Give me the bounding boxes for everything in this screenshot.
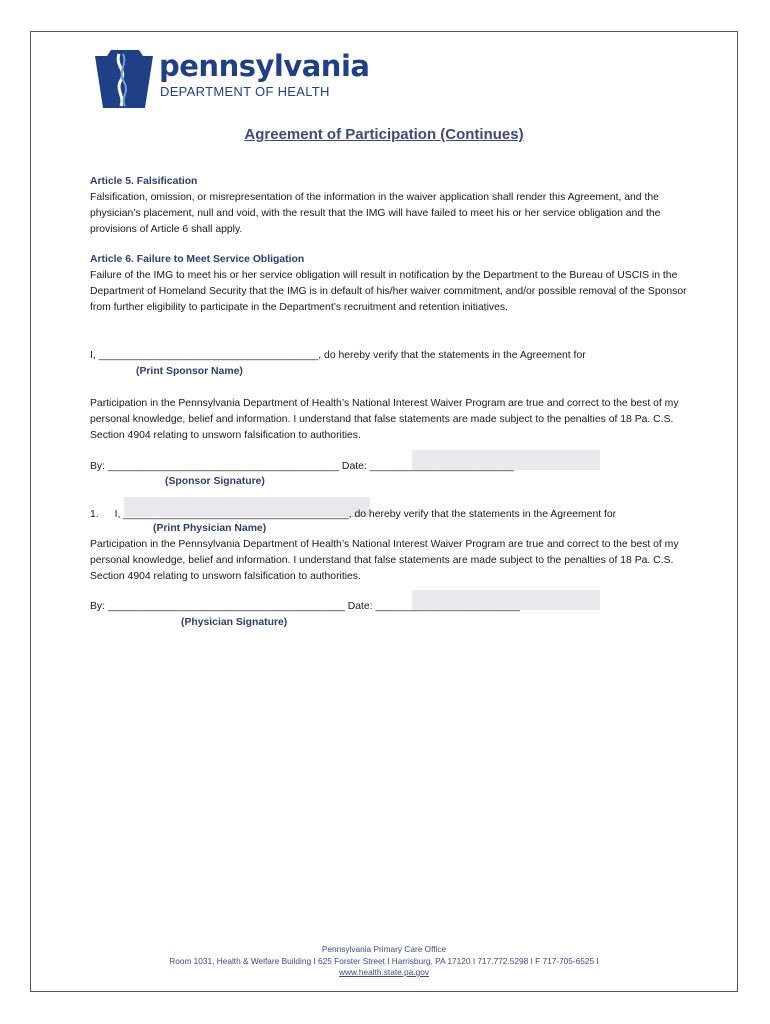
footer-url-line (31, 967, 737, 978)
article-6-text: Failure of the IMG to meet his or her service obligation will result in notification by the Department to the Bureau of USCIS in the Department of Homeland Security that the IMG is in default of his/her waiver commitment, and/or possible removal of the Sponsor from further eligibility to participate in the Department’s recruitment and retention initiatives. (90, 270, 687, 313)
keystone-icon (93, 48, 155, 110)
article-6-heading: Article 6. Failure to Meet Service Obligation (90, 254, 305, 265)
article-5 (90, 174, 690, 238)
footer-url-link[interactable]: www.health.state.pa.gov (339, 967, 429, 977)
physician-item-number: 1. (90, 509, 99, 520)
sponsor-statement: Participation in the Pennsylvania Department of Health’s National Interest Waiver Program are true and correct to the best of my personal knowledge, belief and information. I understand that false statements are made subject to the penalties of 18 Pa. C.S. Section 4904 relating to unsworn falsification to authorities. (90, 398, 679, 441)
sponsor-name-label: (Print Sponsor Name) (136, 366, 243, 377)
physician-by-line: By: _________________________________________ Date: _________________________ (90, 601, 520, 612)
logo-wordmark: pennsylvania (159, 49, 370, 83)
logo-subtitle: DEPARTMENT OF HEALTH (160, 84, 330, 99)
physician-verify-line (90, 507, 616, 523)
sponsor-by-line: By: ________________________________________ Date: _________________________ (90, 461, 515, 472)
physician-statement: Participation in the Pennsylvania Department of Health’s National Interest Waiver Program are true and correct to the best of my personal knowledge, belief and information. I understand that false statements are made subject to the penalties of 18 Pa. C.S. Section 4904 relating to unsworn falsification to authorities. (90, 539, 679, 582)
sponsor-verify-line (90, 348, 586, 364)
article-5-text: Falsification, omission, or misrepresentation of the information in the waiver application shall render this Agreement, and the physician’s placement, null and void, with the result that the IMG will have failed to meet his or her service obligation and the provisions of Article 6 shall apply. (90, 192, 661, 235)
document-page (30, 31, 738, 992)
page-title: Agreement of Participation (Continues) (244, 126, 524, 143)
physician-signature-label: (Physician Signature) (181, 617, 288, 628)
physician-verify-suffix: , do hereby verify that the statements in the Agreement for (348, 509, 617, 520)
sponsor-verify-suffix: , do hereby verify that the statements in the Agreement for (318, 350, 586, 361)
article-5-heading: Article 5. Falsification (90, 176, 198, 187)
article-6 (90, 252, 690, 316)
physician-name-prefix: I, _______________________________________ (114, 509, 349, 520)
sponsor-signature-label: (Sponsor Signature) (165, 476, 265, 487)
physician-name-label: (Print Physician Name) (153, 523, 267, 534)
footer-office: Pennsylvania Primary Care Office (321, 944, 447, 954)
sponsor-name-prefix: I, ______________________________________ (90, 350, 319, 361)
footer-address: Room 1031, Health & Welfare Building I 625 Forster Street I Harrisburg, PA 17120 I 717.772.5298 I F 717-705-6525 I (169, 956, 599, 966)
pa-health-logo (93, 46, 370, 110)
